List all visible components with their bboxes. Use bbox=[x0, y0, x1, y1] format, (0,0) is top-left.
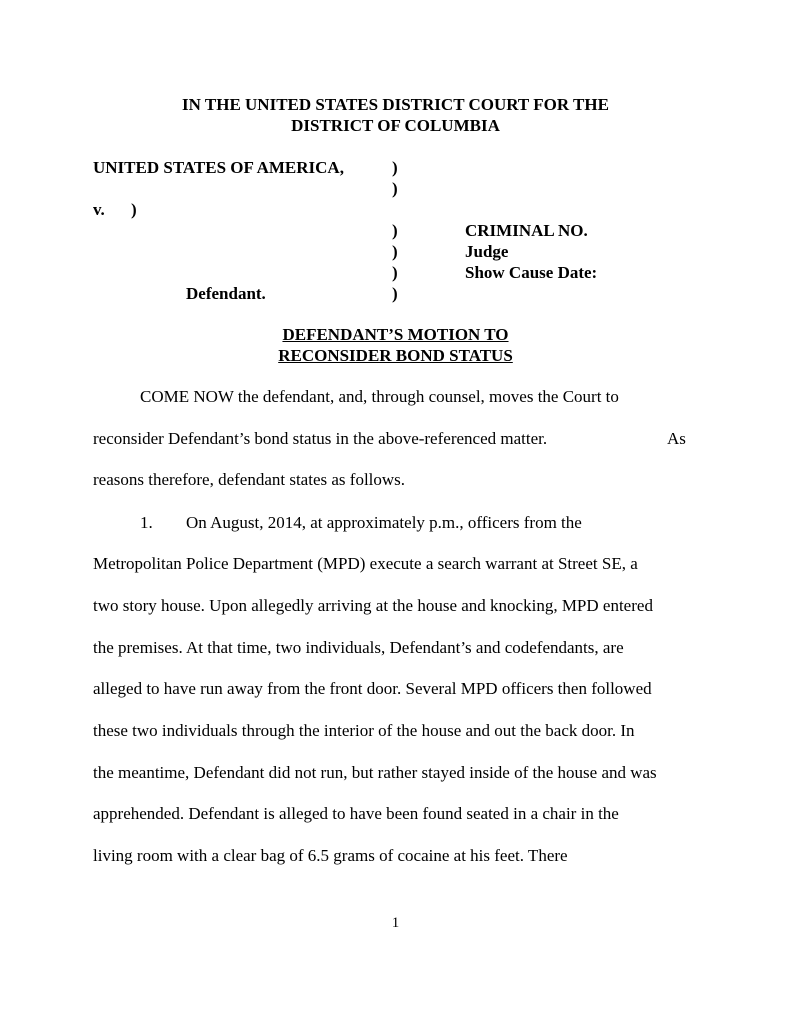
caption-paren: ) bbox=[392, 179, 398, 198]
intro-line: reconsider Defendant’s bond status in the above-referenced matter. bbox=[93, 429, 548, 448]
intro-line: reasons therefore, defendant states as follows. bbox=[93, 470, 406, 489]
paragraph-line: alleged to have run away from the front door. Several MPD officers then followed bbox=[93, 679, 652, 698]
criminal-number-label: CRIMINAL NO. bbox=[465, 221, 588, 240]
paragraph-line: the meantime, Defendant did not run, but rather stayed inside of the house and was bbox=[93, 763, 657, 782]
intro-line: COME NOW the defendant, and, through counsel, moves the Court to bbox=[140, 387, 619, 406]
paragraph-line: living room with a clear bag of 6.5 grams of cocaine at his feet. There bbox=[93, 846, 568, 865]
paragraph-line: the premises. At that time, two individuals, Defendant’s and codefendants, are bbox=[93, 638, 624, 657]
court-name-line1: IN THE UNITED STATES DISTRICT COURT FOR THE bbox=[182, 95, 609, 114]
show-cause-date-label: Show Cause Date: bbox=[465, 263, 598, 282]
defendant-label: Defendant. bbox=[186, 284, 266, 303]
motion-title-line1: DEFENDANT’S MOTION TO bbox=[282, 325, 509, 344]
paragraph-line: Metropolitan Police Department (MPD) execute a search warrant at Street SE, a bbox=[93, 554, 638, 573]
page-number: 1 bbox=[391, 915, 400, 931]
caption-paren: ) bbox=[392, 158, 398, 177]
caption-paren: ) bbox=[392, 263, 398, 282]
versus-label: v. bbox=[93, 200, 105, 219]
paragraph-number: 1. bbox=[140, 513, 153, 532]
paragraph-line: On August, 2014, at approximately p.m., officers from the bbox=[186, 513, 582, 532]
caption-paren: ) bbox=[392, 221, 398, 240]
caption-paren: ) bbox=[131, 200, 137, 219]
caption-paren: ) bbox=[392, 242, 398, 261]
paragraph-line: apprehended. Defendant is alleged to have been found seated in a chair in the bbox=[93, 804, 619, 823]
court-name-line2: DISTRICT OF COLUMBIA bbox=[291, 116, 500, 135]
paragraph-line: these two individuals through the interior of the house and out the back door. In bbox=[93, 721, 635, 740]
paragraph-line: two story house. Upon allegedly arriving at the house and knocking, MPD entered bbox=[93, 596, 653, 615]
judge-label: Judge bbox=[465, 242, 509, 261]
plaintiff-name: UNITED STATES OF AMERICA, bbox=[93, 158, 344, 177]
caption-paren: ) bbox=[392, 284, 398, 303]
intro-line-end: As bbox=[667, 429, 686, 448]
motion-title-line2: RECONSIDER BOND STATUS bbox=[278, 346, 513, 365]
